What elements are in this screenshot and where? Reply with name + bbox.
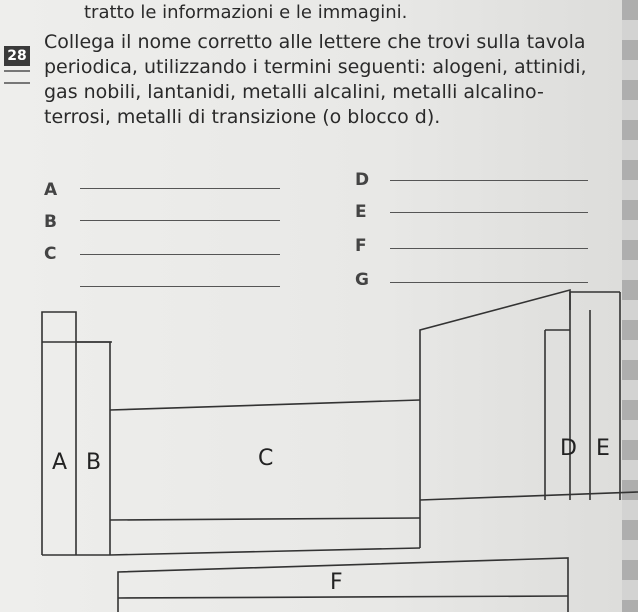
group-1-column [42,312,76,555]
question-text: Collega il nome corretto alle lettere che trovi sulla tavola periodica, utilizzando i termini seguenti: alogeni, attinidi, gas nobili, lantanidi, metalli alcalini, metalli alcalino-terrosi, metalli di transizione (o blocco d). [44,31,587,128]
question-number: 28 [4,46,30,66]
table-letter-e: E [596,436,610,461]
p-block-top [420,290,570,548]
answer-label-f: F [355,236,367,256]
table-letter-f: F [330,570,343,595]
answer-label-a: A [44,180,58,200]
answer-label-d: D [355,170,370,190]
answer-label-e: E [355,202,367,222]
answer-label-g: G [355,270,369,290]
group-2-column [76,342,110,555]
table-letter-c: C [258,446,274,471]
table-letter-d: D [560,436,577,461]
answer-label-b: B [44,212,57,232]
f-block-outline [118,558,568,612]
table-letter-a: A [52,450,68,475]
intro-text: tratto le informazioni e le immagini. [84,2,408,23]
table-letter-b: B [86,450,102,475]
answer-label-c: C [44,244,57,264]
